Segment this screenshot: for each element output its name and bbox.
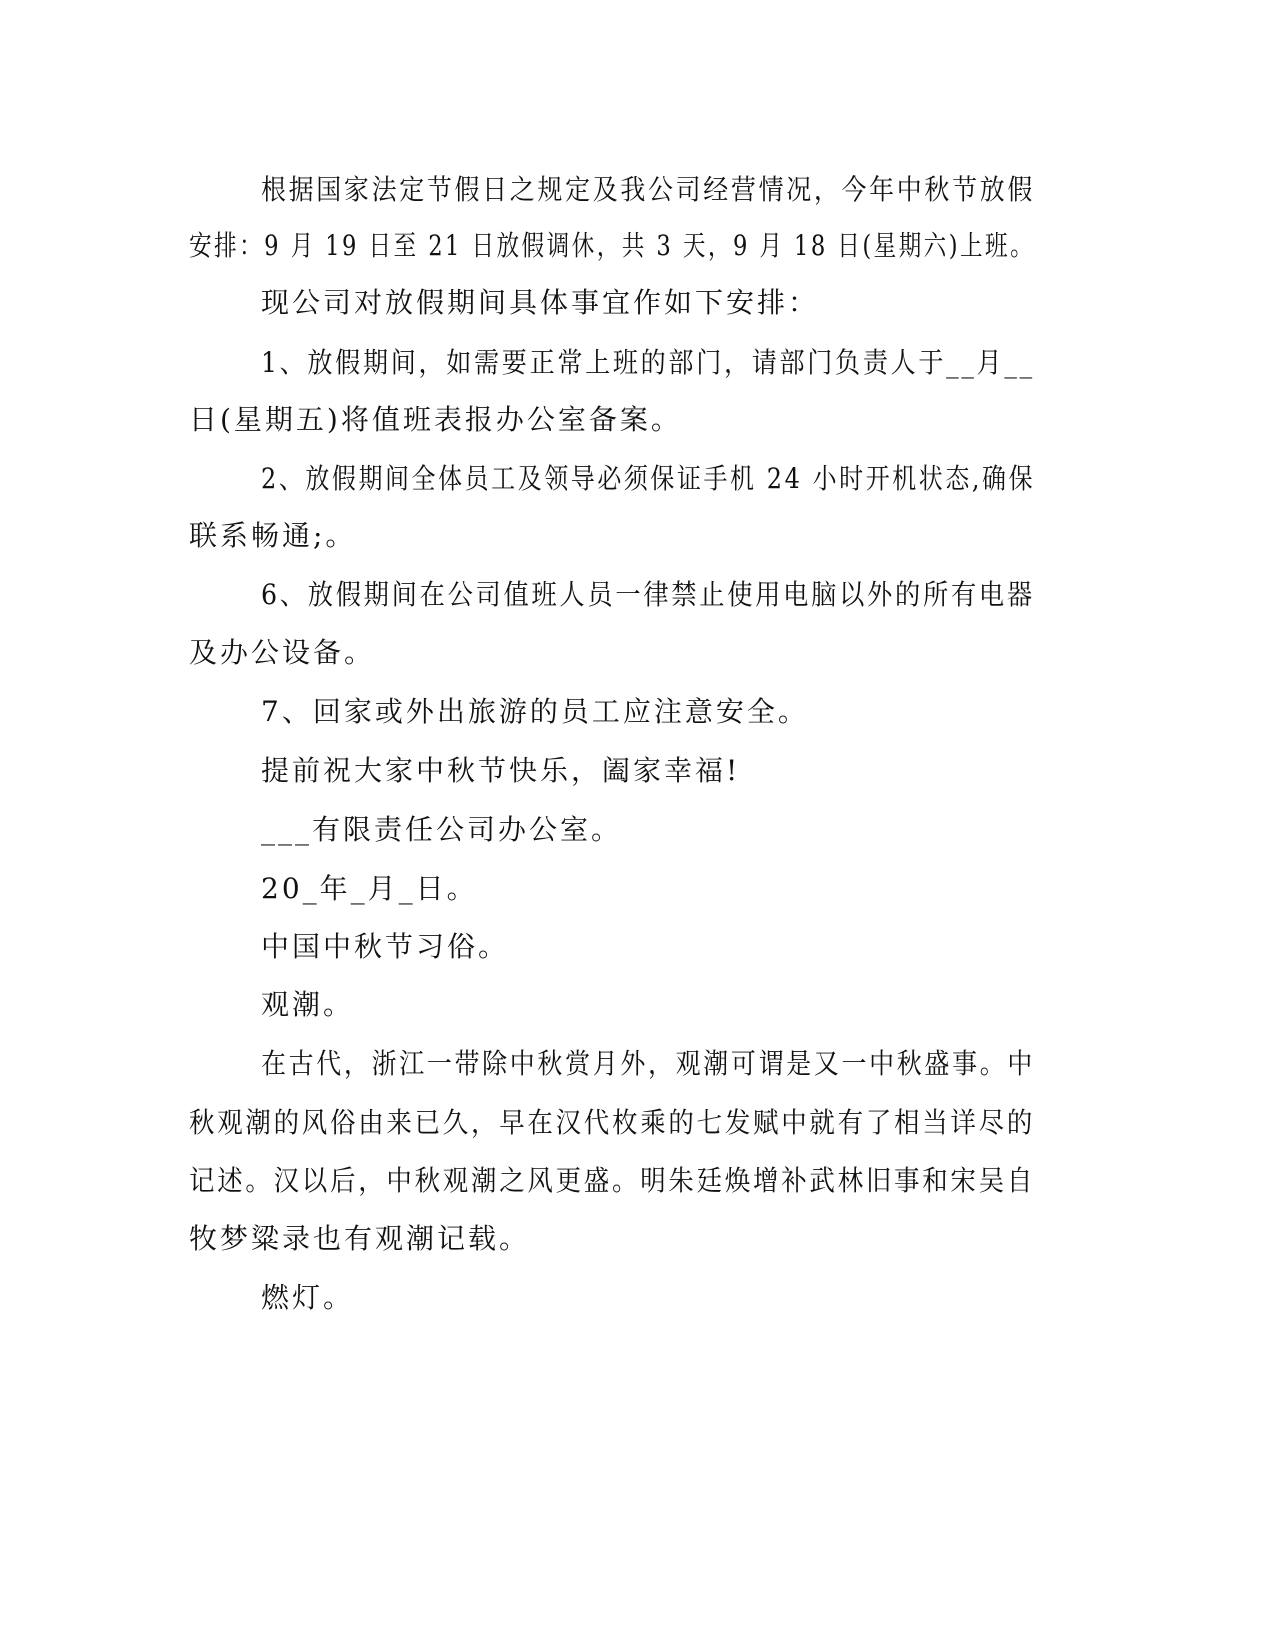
notice-paragraph-1-line-1: 根据国家法定节假日之规定及我公司经营情况，今年中秋节放假	[261, 173, 1036, 206]
section-heading-customs: 中国中秋节习俗。	[261, 930, 510, 963]
item-6-line-2: 及办公设备。	[189, 636, 376, 669]
guanchao-paragraph-line-1: 在古代，浙江一带除中秋赏月外，观潮可谓是又一中秋盛事。中	[261, 1047, 1036, 1080]
guanchao-paragraph-line-3: 记述。汉以后，中秋观潮之风更盛。明朱廷焕增补武林旧事和宋吴自	[189, 1164, 1036, 1197]
item-2-line-2: 联系畅通;。	[189, 519, 357, 552]
greeting-line: 提前祝大家中秋节快乐，阖家幸福!	[261, 754, 741, 787]
subheading-randeng: 燃灯。	[261, 1281, 355, 1314]
signature-date: 20_年_月_日。	[261, 872, 478, 905]
item-2-line-1: 2、放假期间全体员工及领导必须保证手机 24 小时开机状态,确保	[261, 462, 1036, 495]
subheading-guanchao: 观潮。	[261, 988, 355, 1021]
guanchao-paragraph-line-2: 秋观潮的风俗由来已久，早在汉代枚乘的七发赋中就有了相当详尽的	[189, 1106, 1036, 1139]
notice-intro-line: 现公司对放假期间具体事宜作如下安排：	[261, 286, 820, 319]
signature-company: ___有限责任公司办公室。	[261, 813, 623, 846]
item-6-line-1: 6、放假期间在公司值班人员一律禁止使用电脑以外的所有电器	[261, 578, 1035, 611]
item-7-line: 7、回家或外出旅游的员工应注意安全。	[261, 695, 809, 728]
notice-paragraph-1-line-2: 安排：9 月 19 日至 21 日放假调休，共 3 天，9 月 18 日(星期六)上班。	[189, 229, 1036, 262]
item-1-line-2: 日(星期五)将值班表报办公室备案。	[189, 403, 682, 436]
item-1-line-1: 1、放假期间，如需要正常上班的部门，请部门负责人于__月__	[261, 346, 1035, 379]
guanchao-paragraph-line-4: 牧梦粱录也有观潮记载。	[189, 1222, 531, 1255]
